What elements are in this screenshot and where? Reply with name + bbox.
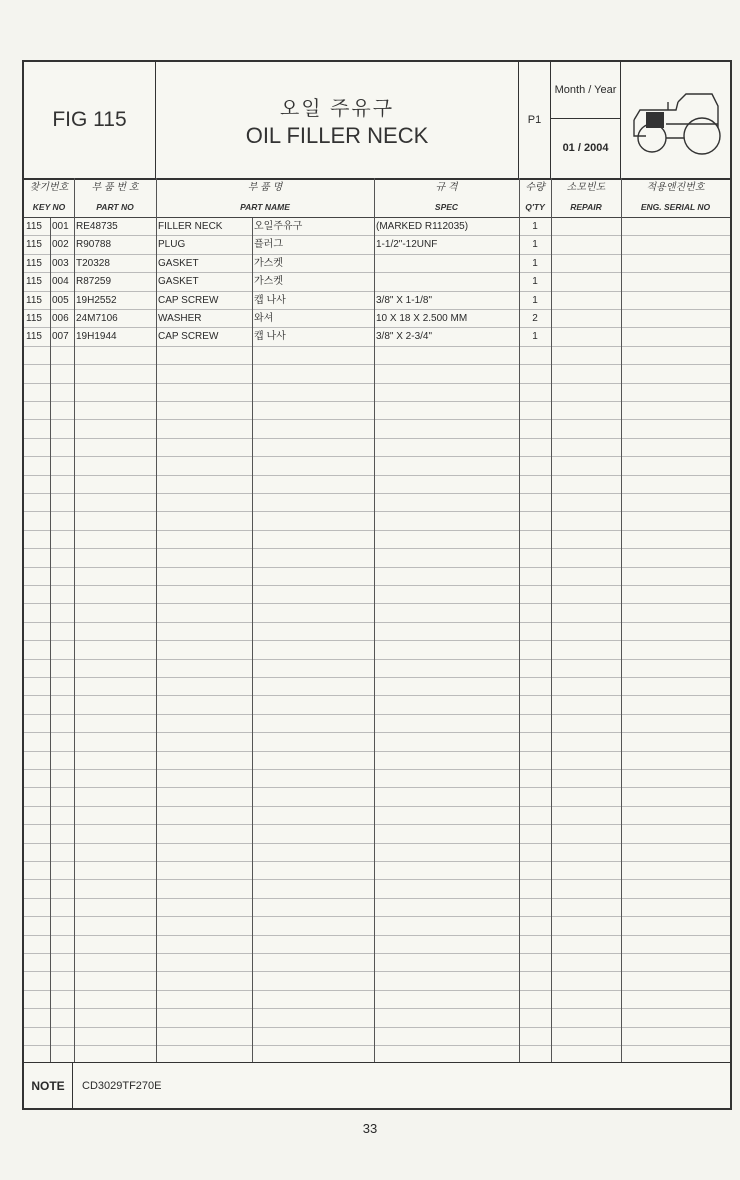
cell-qty: 2 bbox=[532, 313, 538, 324]
column-header-ko-part-name: 부 품 명 bbox=[247, 182, 283, 193]
cell-part-no: R90788 bbox=[76, 239, 112, 251]
cell-qty: 1 bbox=[532, 331, 538, 343]
table-row bbox=[24, 862, 730, 880]
cell-part-no: 19H2552 bbox=[76, 294, 117, 306]
sheet-header bbox=[24, 62, 730, 180]
table-row bbox=[24, 678, 730, 696]
table-row bbox=[24, 604, 730, 622]
note-section bbox=[24, 1062, 730, 1109]
cell-spec: 3/8" X 1-1/8" bbox=[376, 294, 433, 306]
table-row bbox=[24, 512, 730, 530]
table-row bbox=[24, 715, 730, 733]
table-row bbox=[24, 1009, 730, 1027]
table-row bbox=[24, 402, 730, 420]
page-code: P1 bbox=[519, 62, 551, 178]
cell-name-ko: 오일주유구 bbox=[254, 221, 303, 232]
cell-part-no: 24M7106 bbox=[76, 313, 118, 324]
cell-spec bbox=[374, 273, 519, 290]
cell-key: 006 bbox=[52, 313, 69, 324]
column-divider bbox=[252, 218, 253, 1062]
table-row bbox=[24, 549, 730, 567]
cell-name-en: FILLER NECK bbox=[158, 221, 223, 232]
cell-name-en: PLUG bbox=[158, 239, 186, 251]
cell-name-ko: 캡 나사 bbox=[254, 294, 286, 306]
cell-qty: 1 bbox=[532, 294, 538, 306]
cell-fig: 115 bbox=[26, 331, 42, 343]
cell-name-ko: 와셔 bbox=[254, 313, 274, 324]
cell-key: 005 bbox=[52, 294, 69, 306]
cell-qty: 1 bbox=[532, 221, 538, 232]
cell-qty: 1 bbox=[532, 276, 538, 288]
title-korean: 오일 주유구 bbox=[279, 98, 395, 120]
table-row bbox=[24, 568, 730, 586]
table-row bbox=[24, 917, 730, 935]
cell-fig: 115 bbox=[26, 221, 42, 232]
table-row bbox=[24, 457, 730, 475]
table-row bbox=[24, 991, 730, 1009]
figure-number: FIG 115 bbox=[24, 62, 156, 178]
cell-name-ko: 캡 나사 bbox=[254, 331, 286, 343]
table-row bbox=[24, 586, 730, 604]
table-row bbox=[24, 788, 730, 806]
table-row bbox=[24, 660, 730, 678]
cell-name-ko: 플러그 bbox=[254, 239, 283, 251]
column-header-ko-spec: 규 격 bbox=[435, 182, 458, 193]
column-divider bbox=[374, 178, 375, 1062]
tractor-icon bbox=[621, 62, 730, 178]
table-row bbox=[24, 844, 730, 862]
table-row bbox=[24, 733, 730, 751]
table-row bbox=[24, 972, 730, 990]
table-row bbox=[24, 420, 730, 438]
cell-part-no: 19H1944 bbox=[76, 331, 117, 343]
cell-fig: 115 bbox=[26, 294, 42, 306]
title-block bbox=[156, 62, 519, 178]
cell-key: 007 bbox=[52, 331, 69, 343]
table-row bbox=[24, 347, 730, 365]
table-row bbox=[24, 641, 730, 659]
cell-qty: 1 bbox=[532, 257, 538, 269]
title-english: OIL FILLER NECK bbox=[245, 123, 429, 148]
cell-name-ko: 가스켓 bbox=[254, 276, 283, 288]
parts-sheet bbox=[22, 60, 732, 1110]
column-header-spec: SPEC bbox=[434, 202, 459, 212]
column-divider bbox=[156, 178, 157, 1062]
cell-part-no: R87259 bbox=[76, 276, 112, 288]
column-divider bbox=[551, 178, 552, 1062]
cell-key: 004 bbox=[52, 276, 69, 288]
cell-fig: 115 bbox=[26, 276, 42, 288]
table-row bbox=[24, 255, 730, 273]
column-divider bbox=[74, 178, 75, 1062]
table-row bbox=[24, 752, 730, 770]
cell-name-en: CAP SCREW bbox=[158, 294, 219, 306]
column-header-part-no: PART NO bbox=[96, 202, 134, 212]
cell-key: 001 bbox=[52, 221, 69, 232]
cell-name-en: GASKET bbox=[158, 257, 199, 269]
column-header-ko-key-no: 찾기번호 bbox=[29, 182, 69, 193]
table-row bbox=[24, 954, 730, 972]
page-number: 33 bbox=[362, 1121, 378, 1136]
column-divider bbox=[519, 178, 520, 1062]
cell-spec: (MARKED R112035) bbox=[376, 221, 469, 232]
cell-spec bbox=[374, 255, 519, 272]
table-row bbox=[24, 310, 730, 328]
cell-fig: 115 bbox=[26, 239, 42, 251]
month-year-label: Month / Year bbox=[551, 62, 620, 119]
table-row bbox=[24, 494, 730, 512]
table-row bbox=[24, 328, 730, 346]
cell-qty: 1 bbox=[532, 239, 538, 251]
table-row bbox=[24, 825, 730, 843]
table-row bbox=[24, 623, 730, 641]
month-year-value: 01 / 2004 bbox=[562, 142, 609, 154]
cell-fig: 115 bbox=[26, 257, 42, 269]
table-row bbox=[24, 899, 730, 917]
table-row bbox=[24, 936, 730, 954]
cell-name-en: WASHER bbox=[158, 313, 202, 324]
column-header-ko-eng-serial-no: 적용엔진번호 bbox=[646, 182, 705, 193]
table-row bbox=[24, 292, 730, 310]
cell-spec: 10 X 18 X 2.500 MM bbox=[376, 313, 468, 324]
table-row bbox=[24, 384, 730, 402]
month-year-block bbox=[551, 62, 621, 178]
table-row bbox=[24, 236, 730, 254]
cell-name-ko: 가스켓 bbox=[254, 257, 283, 269]
cell-spec: 1-1/2"-12UNF bbox=[376, 239, 438, 251]
table-row bbox=[24, 696, 730, 714]
table-row bbox=[24, 880, 730, 898]
column-header-repair: REPAIR bbox=[570, 202, 602, 212]
cell-name-en: CAP SCREW bbox=[158, 331, 219, 343]
column-header-part-name: PART NAME bbox=[240, 202, 290, 212]
table-row bbox=[24, 476, 730, 494]
table-row bbox=[24, 365, 730, 383]
table-row bbox=[24, 218, 730, 236]
note-text: CD3029TF270E bbox=[82, 1080, 162, 1092]
column-divider bbox=[50, 218, 51, 1062]
column-header-ko-repair: 소모빈도 bbox=[566, 182, 606, 193]
table-row bbox=[24, 273, 730, 291]
cell-name-en: GASKET bbox=[158, 276, 199, 288]
column-header-qty: Q'TY bbox=[525, 202, 545, 212]
table-row bbox=[24, 807, 730, 825]
table-row bbox=[24, 531, 730, 549]
column-header-ko-qty: 수량 bbox=[525, 182, 545, 193]
cell-part-no: T20328 bbox=[76, 257, 110, 269]
table-row bbox=[24, 1028, 730, 1046]
column-header-ko-part-no: 부 품 번 호 bbox=[91, 182, 139, 193]
column-header-eng-serial-no: ENG. SERIAL NO bbox=[640, 202, 711, 212]
column-header-key-no: KEY NO bbox=[32, 202, 66, 212]
cell-part-no: RE48735 bbox=[76, 221, 118, 232]
cell-key: 002 bbox=[52, 239, 69, 251]
note-label: NOTE bbox=[24, 1063, 73, 1109]
cell-fig: 115 bbox=[26, 313, 42, 324]
table-row bbox=[24, 439, 730, 457]
column-divider bbox=[621, 178, 622, 1062]
cell-key: 003 bbox=[52, 257, 69, 269]
cell-spec: 3/8" X 2-3/4" bbox=[376, 331, 433, 343]
table-row bbox=[24, 770, 730, 788]
